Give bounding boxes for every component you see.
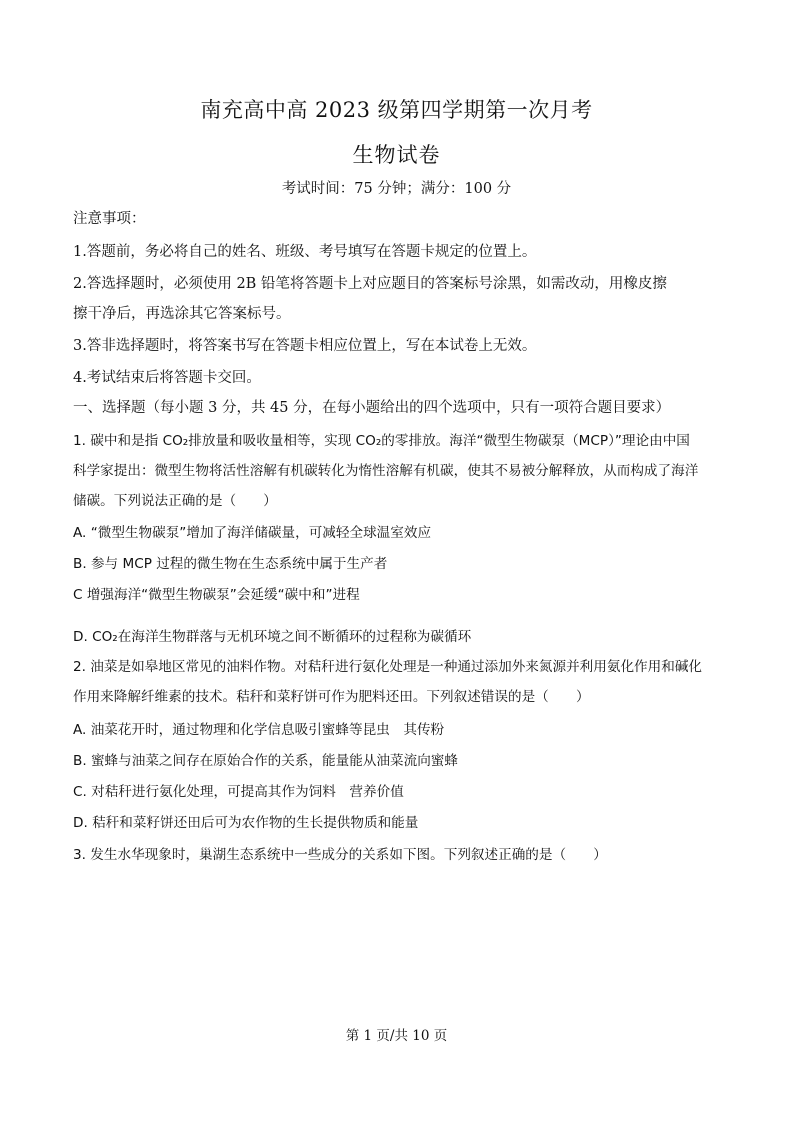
q1-option-d: D. CO₂在海洋生物群落与无机环境之间不断循环的过程称为碳循环 — [73, 629, 472, 645]
q2-stem-line-1: 2. 油菜是如皋地区常见的油料作物。对秸秆进行氨化处理是一种通过添加外来氮源并利用氨化作用和碱化 — [73, 659, 703, 675]
page-subtitle: 生物试卷 — [352, 143, 441, 167]
notice-item-2-line-2: 擦干净后，再选涂其它答案标号。 — [73, 306, 291, 322]
q1-option-c: C 增强海洋“微型生物碳泵”会延缓“碳中和”进程 — [73, 587, 360, 603]
page-number: 第 1 页/共 10 页 — [345, 1028, 448, 1044]
section-heading: 一、选择题（每小题 3 分，共 45 分，在每小题给出的四个选项中，只有一项符合题目要求） — [73, 400, 671, 416]
q1-stem-line-2: 科学家提出：微型生物将活性溶解有机碳转化为惰性溶解有机碳，使其不易被分解释放，从而构成了海洋 — [73, 463, 699, 479]
q1-stem-line-1: 1. 碳中和是指 CO₂排放量和吸收量相等，实现 CO₂的零排放。海洋“微型生物碳泵（MCP）”理论由中国 — [73, 433, 690, 449]
q1-option-a: A. “微型生物碳泵”增加了海洋储碳量，可减轻全球温室效应 — [73, 525, 432, 541]
notice-item-2-line-1: 2.答选择题时，必须使用 2B 铅笔将答题卡上对应题目的答案标号涂黑，如需改动，用橡皮擦 — [73, 276, 667, 292]
q2-option-b: B. 蜜蜂与油菜之间存在原始合作的关系，能量能从油菜流向蜜蜂 — [73, 753, 458, 769]
q3-stem-line-1: 3. 发生水华现象时，巢湖生态系统中一些成分的关系如下图。下列叙述正确的是（ ） — [73, 847, 607, 863]
notice-item-4: 4.考试结束后将答题卡交回。 — [73, 370, 261, 386]
q2-option-c: C. 对秸秆进行氨化处理，可提高其作为饲料 营养价值 — [73, 784, 404, 800]
notice-heading: 注意事项： — [73, 211, 146, 227]
exam-info: 考试时间：75 分钟；满分：100 分 — [281, 181, 512, 197]
notice-item-3: 3.答非选择题时，将答案书写在答题卡相应位置上，写在本试卷上无效。 — [73, 338, 537, 354]
q1-option-b: B. 参与 MCP 过程的微生物在生态系统中属于生产者 — [73, 556, 388, 572]
q2-option-a: A. 油菜花开时，通过物理和化学信息吸引蜜蜂等昆虫 其传粉 — [73, 722, 445, 738]
q2-option-d: D. 秸秆和菜籽饼还田后可为农作物的生长提供物质和能量 — [73, 815, 419, 831]
page-title: 南充高中高 2023 级第四学期第一次月考 — [200, 98, 593, 122]
q2-stem-line-2: 作用来降解纤维素的技术。秸秆和菜籽饼可作为肥料还田。下列叙述错误的是（ ） — [73, 689, 590, 705]
notice-item-1: 1.答题前，务必将自己的姓名、班级、考号填写在答题卡规定的位置上。 — [73, 244, 537, 260]
q1-stem-line-3: 储碳。下列说法正确的是（ ） — [73, 493, 277, 509]
